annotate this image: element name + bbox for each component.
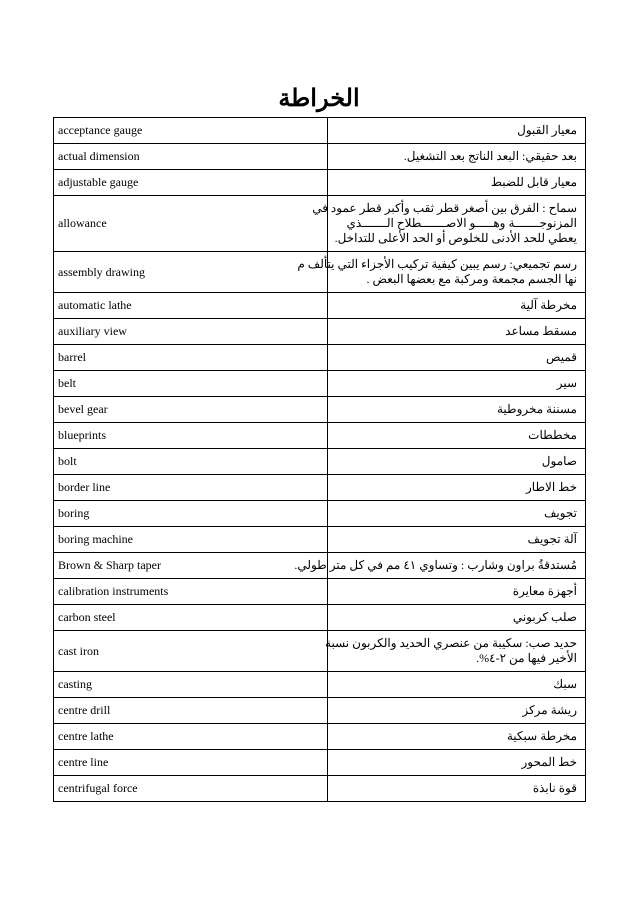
term-arabic	[328, 776, 586, 802]
term-english: boring	[54, 501, 328, 527]
table-row	[54, 293, 586, 319]
table-row	[54, 371, 586, 397]
term-arabic	[328, 672, 586, 698]
term-english: centre lathe	[54, 724, 328, 750]
term-english: belt	[54, 371, 328, 397]
arabic-definition-line: المزنوجـــــــة وهـــــو الاصـــــــطلاح الـــــــذي	[346, 216, 577, 230]
term-arabic	[328, 698, 586, 724]
table-row	[54, 672, 586, 698]
table-row	[54, 698, 586, 724]
arabic-definition-line: قميص	[546, 350, 577, 364]
term-arabic	[328, 118, 586, 144]
term-arabic	[328, 319, 586, 345]
term-arabic	[328, 144, 586, 170]
term-english: barrel	[54, 345, 328, 371]
arabic-definition-line: سير	[556, 376, 577, 390]
table-row	[54, 776, 586, 802]
glossary-body	[54, 118, 586, 802]
term-english: assembly drawing	[54, 252, 328, 293]
arabic-definition-line: آلة تجويف	[527, 532, 577, 546]
term-arabic	[328, 423, 586, 449]
table-row	[54, 423, 586, 449]
page-title: الخراطة	[278, 86, 360, 112]
term-arabic	[328, 579, 586, 605]
arabic-definition-line: أجهزة معايرة	[512, 584, 577, 598]
arabic-definition-line: صامول	[541, 454, 577, 468]
table-row	[54, 118, 586, 144]
table-row	[54, 724, 586, 750]
term-english: automatic lathe	[54, 293, 328, 319]
table-row	[54, 449, 586, 475]
term-english: centrifugal force	[54, 776, 328, 802]
arabic-definition-line: نها الجسم مجمعة ومركبة مع بعضها البعض .	[366, 272, 577, 286]
term-arabic	[312, 196, 586, 252]
arabic-definition-line: مُستدقةُ براون وشارب : وتساوي ٤١ مم في كل متر طولي.	[294, 558, 577, 572]
term-arabic	[297, 252, 586, 293]
term-arabic	[328, 293, 586, 319]
term-arabic	[328, 750, 586, 776]
term-arabic	[328, 397, 586, 423]
arabic-definition-line: مخرطة آلية	[520, 298, 577, 312]
term-english: carbon steel	[54, 605, 328, 631]
table-row	[54, 475, 586, 501]
table-row	[54, 553, 586, 579]
arabic-definition-line: صلب كربوني	[512, 610, 577, 624]
arabic-definition-line: مسننة مخروطية	[496, 402, 577, 416]
term-english: centre line	[54, 750, 328, 776]
term-english: casting	[54, 672, 328, 698]
arabic-definition-line: الأخير فيها من ٢-٤%.	[476, 651, 577, 665]
arabic-definition-line: سماح : الفرق بين أصغر قطر ثقب وأكبر قطر عمود في	[312, 201, 577, 215]
arabic-definition-line: معيار القبول	[517, 123, 577, 137]
term-english: Brown & Sharp taper	[54, 553, 328, 579]
term-english: bevel gear	[54, 397, 328, 423]
table-row	[54, 319, 586, 345]
term-arabic	[328, 475, 586, 501]
term-english: auxiliary view	[54, 319, 328, 345]
term-arabic	[328, 501, 586, 527]
table-row	[54, 144, 586, 170]
table-row	[54, 196, 586, 252]
table-row	[54, 605, 586, 631]
term-arabic	[328, 724, 586, 750]
glossary-table	[53, 117, 586, 802]
table-row	[54, 527, 586, 553]
term-english: actual dimension	[54, 144, 328, 170]
term-arabic	[325, 631, 586, 672]
term-english: centre drill	[54, 698, 328, 724]
arabic-definition-line: تجويف	[543, 506, 577, 520]
table-row	[54, 631, 586, 672]
arabic-definition-line: مخرطة سبكية	[506, 729, 577, 743]
term-english: calibration instruments	[54, 579, 328, 605]
term-english: allowance	[54, 196, 328, 252]
table-row	[54, 170, 586, 196]
term-english: bolt	[54, 449, 328, 475]
term-arabic	[294, 553, 586, 579]
table-row	[54, 252, 586, 293]
term-arabic	[328, 371, 586, 397]
arabic-definition-line: رسم تجميعي: رسم يبين كيفية تركيب الأجزاء التي يتألف م	[297, 257, 577, 271]
term-english: adjustable gauge	[54, 170, 328, 196]
term-english: acceptance gauge	[54, 118, 328, 144]
table-row	[54, 345, 586, 371]
term-english: blueprints	[54, 423, 328, 449]
table-row	[54, 750, 586, 776]
arabic-definition-line: خط الاطار	[526, 480, 577, 494]
arabic-definition-line: قوة نابذة	[532, 781, 577, 795]
term-arabic	[328, 170, 586, 196]
arabic-definition-line: خط المحور	[521, 755, 577, 769]
arabic-definition-line: مخططات	[528, 428, 577, 442]
term-english: boring machine	[54, 527, 328, 553]
term-arabic	[328, 449, 586, 475]
term-arabic	[328, 345, 586, 371]
term-english: border line	[54, 475, 328, 501]
arabic-definition-line: ريشة مركز	[522, 703, 577, 717]
arabic-definition-line: يعطي للحد الأدنى للخلوص أو الحد الأعلى للتداخل.	[334, 231, 577, 245]
table-row	[54, 501, 586, 527]
arabic-definition-line: سبك	[553, 677, 577, 691]
term-arabic	[328, 605, 586, 631]
arabic-definition-line: بعد حقيقي: البعد الناتج بعد التشغيل.	[403, 149, 577, 163]
arabic-definition-line: مسقط مساعد	[505, 324, 577, 338]
arabic-definition-line: حديد صب: سكيبة من عنصري الحديد والكربون نسبة	[325, 636, 577, 650]
term-english: cast iron	[54, 631, 328, 672]
table-row	[54, 397, 586, 423]
table-row	[54, 579, 586, 605]
term-arabic	[328, 527, 586, 553]
arabic-definition-line: معيار قابل للضبط	[490, 175, 577, 189]
